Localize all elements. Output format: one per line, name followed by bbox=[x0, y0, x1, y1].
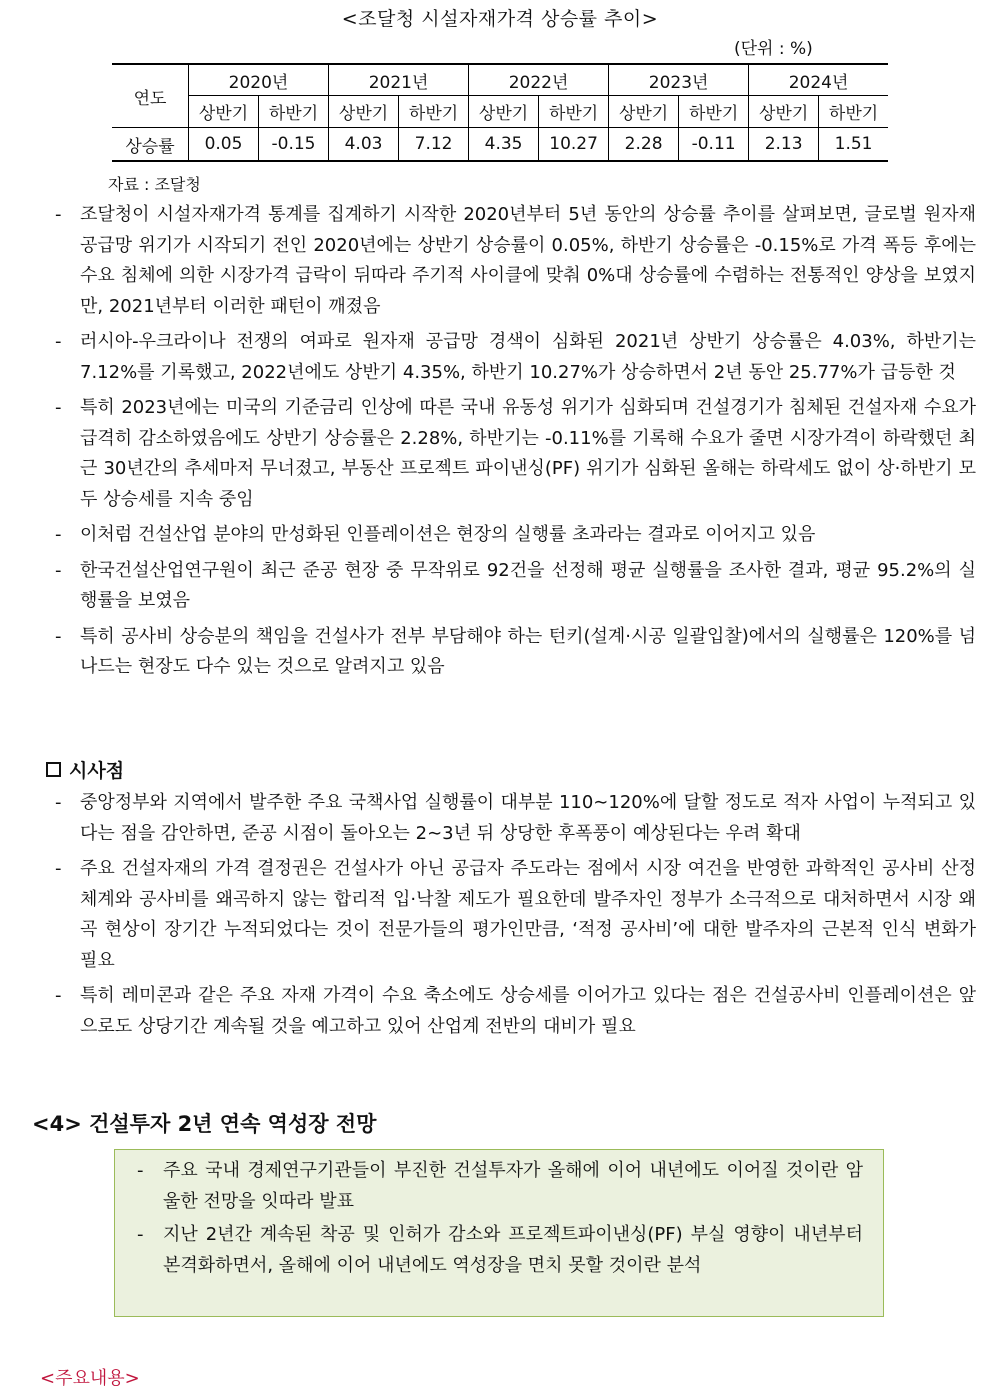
paragraph-text: 특히 공사비 상승분의 책임을 건설사가 전부 부담해야 하는 턴키(설계·시공 일괄입찰)에서의 실행률은 120%를 넘나드는 현장도 다수 있는 것으로 알려지고 있음 bbox=[80, 625, 976, 677]
value-cell: 0.05 bbox=[189, 128, 259, 162]
dash-marker: - bbox=[55, 792, 62, 813]
year-2021: 2021년 bbox=[329, 64, 469, 96]
paragraph-text: 중앙정부와 지역에서 발주한 주요 국책사업 실행률이 대부분 110∼120%에 달할 정도로 적자 사업이 누적되고 있다는 점을 감안하면, 준공 시점이 돌아오는 2∼3년 뒤 상당한 후폭풍이 예상된다는 우려 확대 bbox=[80, 792, 976, 844]
value-cell: 4.35 bbox=[469, 128, 539, 162]
summary-box bbox=[114, 1149, 884, 1317]
paragraph-text: 조달청이 시설자재가격 통계를 집계하기 시작한 2020년부터 5년 동안의 상승률 추이를 살펴보면, 글로벌 원자재 공급망 위기가 시작되기 전인 2020년에는 상반기 상승률이 0.05%, 하반기 상승률은 -0.15%로 가격 폭등 후에는 수요 침체에 의한 시장가격 급락이 뒤따라 주기적 사이클에 맞춰 0%대 상승률에 수렴하는 전통적인 양상을 보였지만, 2021년부터 이러한 패턴이 깨졌음 bbox=[80, 204, 976, 317]
year-2024: 2024년 bbox=[749, 64, 888, 96]
square-bullet-icon bbox=[46, 762, 61, 777]
table-caption: <조달청 시설자재가격 상승률 추이> bbox=[341, 8, 659, 30]
implications-heading bbox=[46, 756, 124, 783]
value-cell: 2.28 bbox=[609, 128, 679, 162]
year-2022: 2022년 bbox=[469, 64, 609, 96]
list-item bbox=[55, 788, 976, 849]
dash-marker: - bbox=[55, 331, 62, 352]
row-label: 상승률 bbox=[112, 128, 189, 162]
list-item bbox=[55, 327, 976, 388]
half-label: 상반기 bbox=[469, 96, 539, 128]
list-item bbox=[137, 1220, 863, 1281]
trend-bullet-list bbox=[55, 200, 976, 688]
price-rate-table bbox=[112, 63, 888, 162]
summary-text: 주요 국내 경제연구기관들이 부진한 건설투자가 올해에 이어 내년에도 이어질 것이란 암울한 전망을 잇따라 발표 bbox=[163, 1160, 863, 1212]
paragraph-text: 러시아-우크라이나 전쟁의 여파로 원자재 공급망 경색이 심화된 2021년 상반기 상승률은 4.03%, 하반기는 7.12%를 기록했고, 2022년에도 상반기 4.35%, 하반기 10.27%가 상승하면서 2년 동안 25.77%가 급등한 것 bbox=[80, 331, 976, 383]
year-header-cell: 연도 bbox=[112, 64, 189, 128]
half-label: 상반기 bbox=[189, 96, 259, 128]
dash-marker: - bbox=[137, 1160, 144, 1181]
dash-marker: - bbox=[55, 625, 62, 647]
value-cell: -0.15 bbox=[259, 128, 329, 162]
year-2020: 2020년 bbox=[189, 64, 329, 96]
half-label: 하반기 bbox=[259, 96, 329, 128]
list-item bbox=[55, 520, 976, 551]
summary-text: 지난 2년간 계속된 착공 및 인허가 감소와 프로젝트파이낸싱(PF) 부실 영향이 내년부터 본격화하면서, 올해에 이어 내년에도 역성장을 면치 못할 것이란 분석 bbox=[163, 1224, 863, 1276]
table-unit: (단위 : %) bbox=[734, 39, 813, 59]
implications-heading-text: 시사점 bbox=[69, 760, 125, 782]
paragraph-text: 특히 2023년에는 미국의 기준금리 인상에 따른 국내 유동성 위기가 심화되며 건설경기가 침체된 건설자재 수요가 급격히 감소하였음에도 상반기 상승률은 2.28%, 하반기는 -0.11%를 기록해 수요가 줄면 시장가격이 하락했던 최근 30년간의 추세마저 무너졌고, 부동산 프로젝트 파이낸싱(PF) 위기가 심화된 올해는 하락세도 없이 상·하반기 모두 상승세를 지속 중임 bbox=[80, 397, 976, 510]
value-cell: 2.13 bbox=[749, 128, 819, 162]
value-cell: -0.11 bbox=[679, 128, 749, 162]
table-source: 자료 : 조달청 bbox=[108, 175, 201, 194]
list-item bbox=[55, 200, 976, 322]
dash-marker: - bbox=[55, 559, 62, 581]
dash-marker: - bbox=[55, 858, 62, 879]
paragraph-text: 주요 건설자재의 가격 결정권은 건설사가 아닌 공급자 주도라는 점에서 시장 여건을 반영한 과학적인 공사비 산정 체계와 공사비를 왜곡하지 않는 합리적 입·낙찰 제도가 필요한데 발주자인 정부가 소극적으로 대처하면서 시장 왜곡 현상이 장기간 누적되었다는 것이 전문가들의 평가인만큼, ‘적정 공사비’에 대한 발주자의 근본적 인식 변화가 필요 bbox=[80, 858, 976, 971]
implications-bullet-list bbox=[55, 788, 976, 1047]
paragraph-text: 특히 레미콘과 같은 주요 자재 가격이 수요 축소에도 상승세를 이어가고 있다는 점은 건설공사비 인플레이션은 앞으로도 상당기간 계속될 것을 예고하고 있어 산업계 전반의 대비가 필요 bbox=[80, 985, 976, 1037]
dash-marker: - bbox=[55, 985, 62, 1006]
value-cell: 10.27 bbox=[539, 128, 609, 162]
dash-marker: - bbox=[137, 1224, 144, 1245]
list-item bbox=[55, 854, 976, 976]
list-item bbox=[55, 556, 976, 617]
half-label: 상반기 bbox=[749, 96, 819, 128]
half-label: 하반기 bbox=[539, 96, 609, 128]
half-label: 하반기 bbox=[819, 96, 888, 128]
section-4-title: <4> 건설투자 2년 연속 역성장 전망 bbox=[32, 1112, 377, 1136]
value-cell: 4.03 bbox=[329, 128, 399, 162]
half-label: 하반기 bbox=[679, 96, 749, 128]
paragraph-text: 한국건설산업연구원이 최근 준공 현장 중 무작위로 92건을 선정해 평균 실행률을 조사한 결과, 평균 95.2%의 실행률을 보였음 bbox=[80, 559, 976, 611]
list-item bbox=[55, 981, 976, 1042]
dash-marker: - bbox=[55, 524, 62, 545]
half-label: 상반기 bbox=[609, 96, 679, 128]
main-content-label: <주요내용> bbox=[40, 1368, 140, 1389]
list-item bbox=[55, 393, 976, 515]
dash-marker: - bbox=[55, 397, 62, 418]
list-item bbox=[137, 1156, 863, 1217]
half-label: 하반기 bbox=[399, 96, 469, 128]
value-cell: 1.51 bbox=[819, 128, 888, 162]
half-label: 상반기 bbox=[329, 96, 399, 128]
value-cell: 7.12 bbox=[399, 128, 469, 162]
paragraph-text: 이처럼 건설산업 분야의 만성화된 인플레이션은 현장의 실행률 초과라는 결과로 이어지고 있음 bbox=[80, 524, 816, 545]
year-2023: 2023년 bbox=[609, 64, 749, 96]
dash-marker: - bbox=[55, 204, 62, 225]
list-item bbox=[55, 622, 976, 683]
